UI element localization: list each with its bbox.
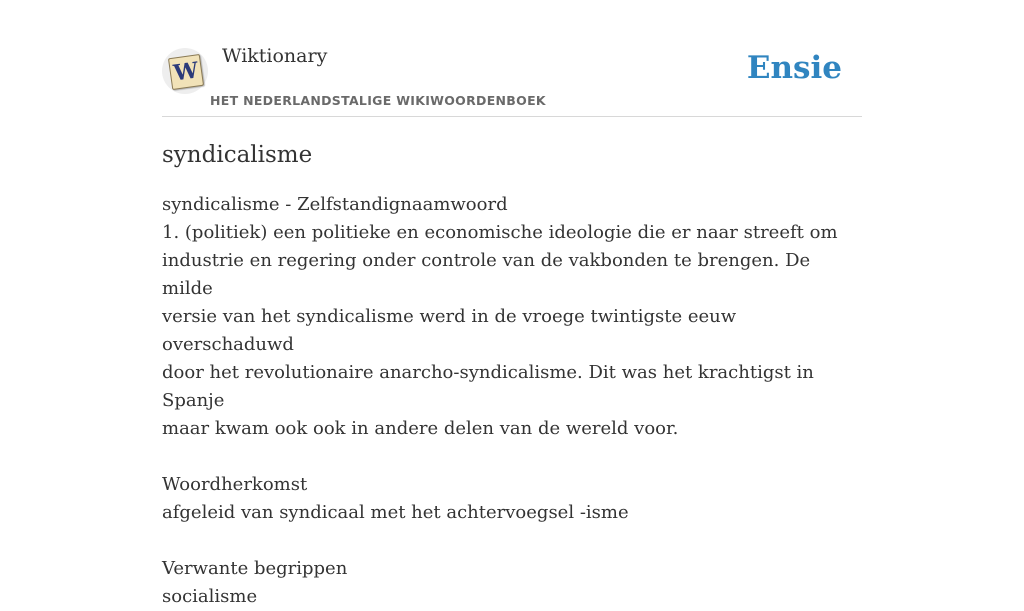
etymology-heading: Woordherkomst — [162, 474, 308, 495]
wiktionary-logo[interactable] — [162, 48, 208, 94]
site-tagline: HET NEDERLANDSTALIGE WIKIWOORDENBOEK — [210, 93, 546, 108]
related-term[interactable]: socialisme — [162, 586, 258, 607]
definition-line: door het revolutionaire anarcho-syndicalisme. Dit was het krachtigst in Spanje — [162, 362, 814, 411]
definition-line: 1. (politiek) een politieke en economische ideologie die er naar streeft om — [162, 222, 838, 243]
definition-line: maar kwam ook ook in andere delen van de wereld voor. — [162, 418, 679, 439]
etymology-text: afgeleid van syndicaal met het achtervoegsel -isme — [162, 502, 629, 523]
related-heading: Verwante begrippen — [162, 558, 348, 579]
entry-body — [162, 191, 862, 611]
ensie-brand-logo[interactable]: Ensie — [746, 50, 842, 86]
part-of-speech-line: syndicalisme - Zelfstandignaamwoord — [162, 194, 508, 215]
entry-title: syndicalisme — [162, 142, 313, 168]
site-header — [162, 0, 862, 117]
spacer — [162, 443, 862, 471]
definition-line: versie van het syndicalisme werd in de vroege twintigste eeuw overschaduwd — [162, 306, 737, 355]
wiktionary-logo-icon: W — [168, 54, 204, 90]
definition-line: industrie en regering onder controle van de vakbonden te brengen. De milde — [162, 250, 811, 299]
entry-content — [162, 138, 862, 611]
spacer — [162, 527, 862, 555]
site-name[interactable]: Wiktionary — [222, 45, 328, 67]
